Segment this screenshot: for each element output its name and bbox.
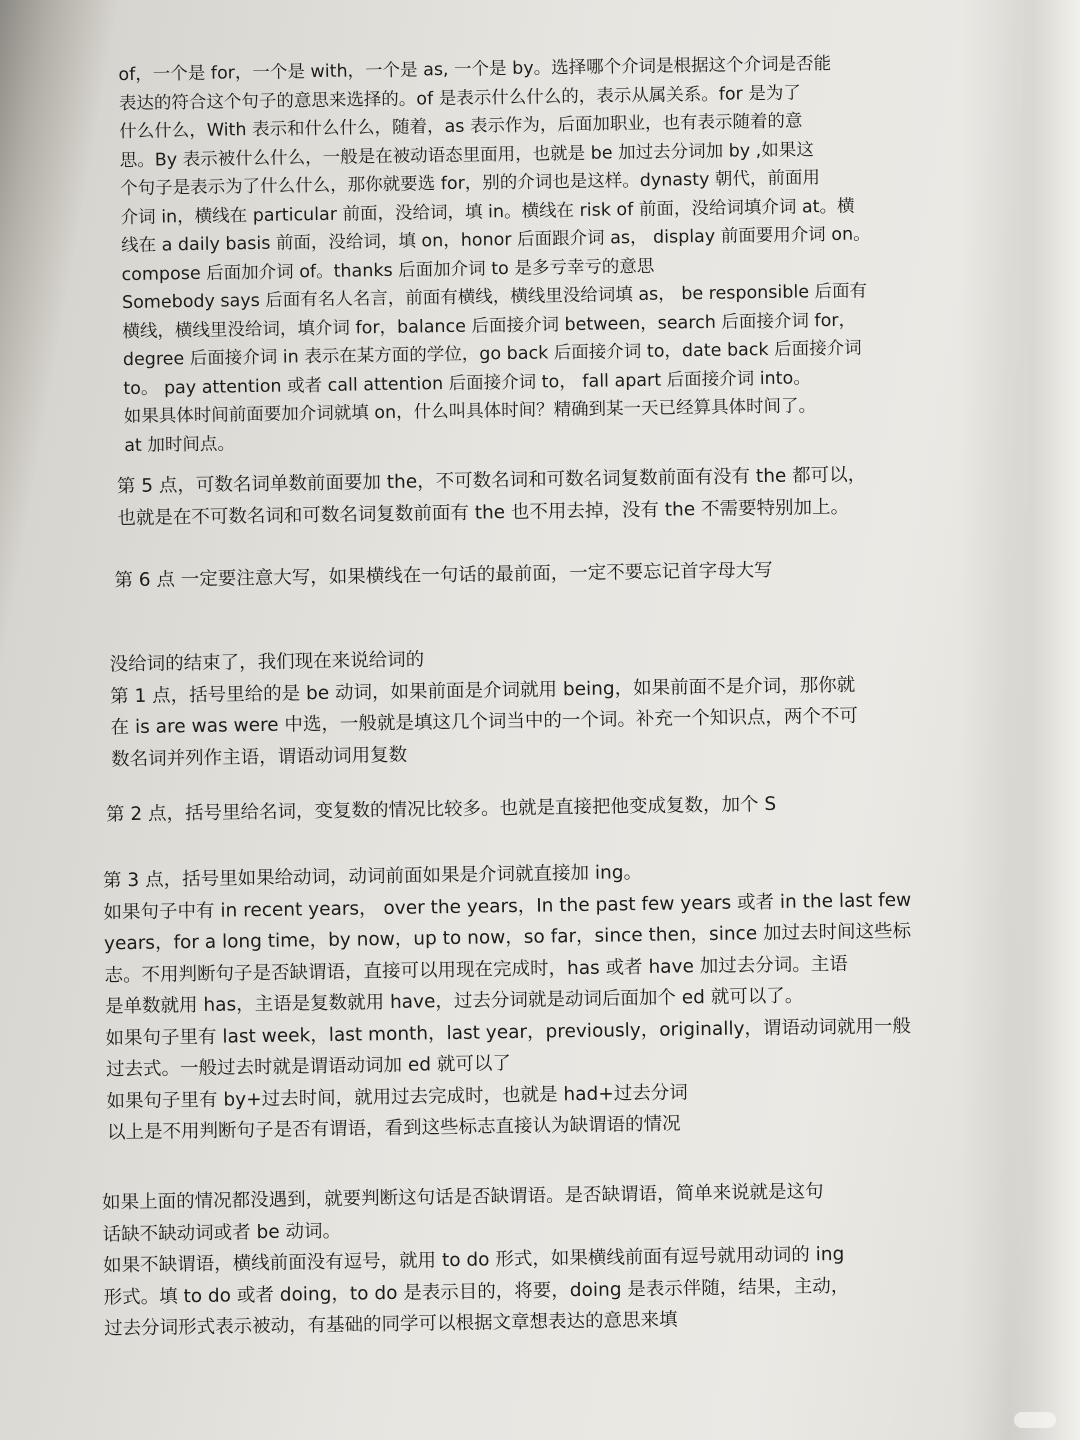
text-line: of，一个是 for，一个是 with，一个是 as, 一个是 by。选择哪个介词是根据这个介词是否能 [118, 53, 832, 86]
text-line: 如果上面的情况都没遇到，就要判断这句话是否缺谓语。是否缺谓语，简单来说就是这句 [101, 1181, 824, 1214]
point-3-paragraph [103, 852, 967, 1149]
text-line: 是单数就用 has，主语是复数就用 have，过去分词就是动词后面加个 ed 就可以了。 [104, 985, 804, 1018]
text-line: 如果不缺谓语，横线前面没有逗号，就用 to do 形式，如果横线前面有逗号就用动词的 ing [102, 1243, 845, 1277]
text-line: degree 后面接介词 in 表示在某方面的学位，go back 后面接介词 to，date back 后面接介词 [122, 338, 862, 371]
text-line: 没给词的结束了，我们现在来说给词的 [109, 649, 425, 676]
text-line: 表达的符合这个句子的意思来选择的。of 是表示什么什么的，表示从属关系。for 是为了 [118, 82, 802, 114]
text-line: 在 is are was were 中选，一般就是填这几个词当中的一个词。补充一个知识点，两个不可 [110, 705, 859, 739]
text-line: 第 6 点 一定要注意大写，如果横线在一句话的最前面，一定不要忘记首字母大写 [114, 559, 773, 592]
text-line: 介词 in，横线在 particular 前面，没给词，填 in。横线在 risk of 前面，没给词填介词 at。横 [120, 196, 855, 228]
prepositions-paragraph [118, 49, 914, 460]
text-line: Somebody says 后面有名人名言，前面有横线，横线里没给词填 as， be responsible 后面有 [121, 281, 868, 314]
point-6-paragraph [114, 552, 974, 597]
text-line: 如果句子中有 in recent years， over the years，In the past few years 或者 in the last few [103, 889, 912, 923]
text-line: to。 pay attention 或者 call attention 后面接介词 to， fall apart 后面接介词 into。 [123, 367, 811, 399]
text-line: 如果具体时间前面要加介词就填 on，什么叫具体时间？精确到某一天已经算具体时间了。 [123, 396, 817, 428]
predicate-check-paragraph [102, 1174, 964, 1345]
text-line: 线在 a daily basis 前面，没给词，填 on，honor 后面跟介词 as， display 前面要用介词 on。 [120, 224, 871, 257]
text-line: 思。By 表示被什么什么，一般是在被动语态里面用，也就是 be 加过去分词加 by ,如果这 [119, 139, 814, 171]
text-line: 话缺不缺动词或者 be 动词。 [102, 1220, 342, 1246]
text-line: 过去式。一般过去时就是谓语动词加 ed 就可以了 [105, 1053, 512, 1081]
text-line: 第 5 点，可数名词单数前面要加 the，不可数名词和可数名词复数前面有没有 the 都可以， [116, 464, 867, 498]
point-5-paragraph [117, 458, 978, 535]
point-2-paragraph [106, 786, 966, 831]
text-line: 个句子是表示为了什么什么，那你就要选 for，别的介词也是这样。dynasty 朝代，前面用 [120, 168, 821, 200]
text-line: 什么什么，With 表示和什么什么，随着，as 表示作为，后面加职业，也有表示随着的意 [119, 111, 803, 143]
watermark-badge [1014, 1412, 1056, 1428]
text-line: at 加时间点。 [124, 433, 236, 456]
text-line: 志。不用判断句子是否缺谓语，直接可以用现在完成时，has 或者 have 加过去分词。主语 [104, 953, 848, 986]
text-line: compose 后面加介词 of。thanks 后面加介词 to 是多亏幸亏的意思 [121, 256, 655, 285]
text-line: 也就是在不可数名词和可数名词复数前面有 the 也不用去掉，没有 the 不需要特别加上。 [117, 496, 850, 529]
printed-page [62, 34, 983, 1418]
text-line: 第 3 点，括号里如果给动词，动词前面如果是介词就直接加 ing。 [102, 861, 643, 892]
text-line: 数名词并列作主语，谓语动词用复数 [111, 744, 408, 770]
text-line: years，for a long time，by now，up to now，so far，since then，since 加过去时间这些标 [103, 920, 912, 955]
text-line: 第 2 点，括号里给名词，变复数的情况比较多。也就是直接把他变成复数，加个 S [105, 793, 777, 826]
text-line: 如果句子里有 last week，last month，last year，previously，originally，谓语动词就用一般 [105, 1015, 912, 1049]
text-line: 第 1 点，括号里给的是 be 动词，如果前面是介词就用 being，如果前面不是介词，那你就 [110, 674, 856, 707]
text-line: 形式。填 to do 或者 doing，to do 是表示目的，将要，doing 是表示伴随，结果，主动， [103, 1275, 850, 1308]
text-line: 以上是不用判断句子是否有谓语，看到这些标志直接认为缺谓语的情况 [106, 1113, 681, 1144]
text-line: 如果句子里有 by+过去时间，就用过去完成时，也就是 had+过去分词 [106, 1081, 688, 1112]
text-line: 过去分词形式表示被动，有基础的同学可以根据文章想表达的意思来填 [103, 1309, 678, 1340]
given-words-paragraph [109, 636, 971, 775]
text-line: 横线，横线里没给词，填介词 for，balance 后面接介词 between，search 后面接介词 for， [122, 310, 857, 342]
